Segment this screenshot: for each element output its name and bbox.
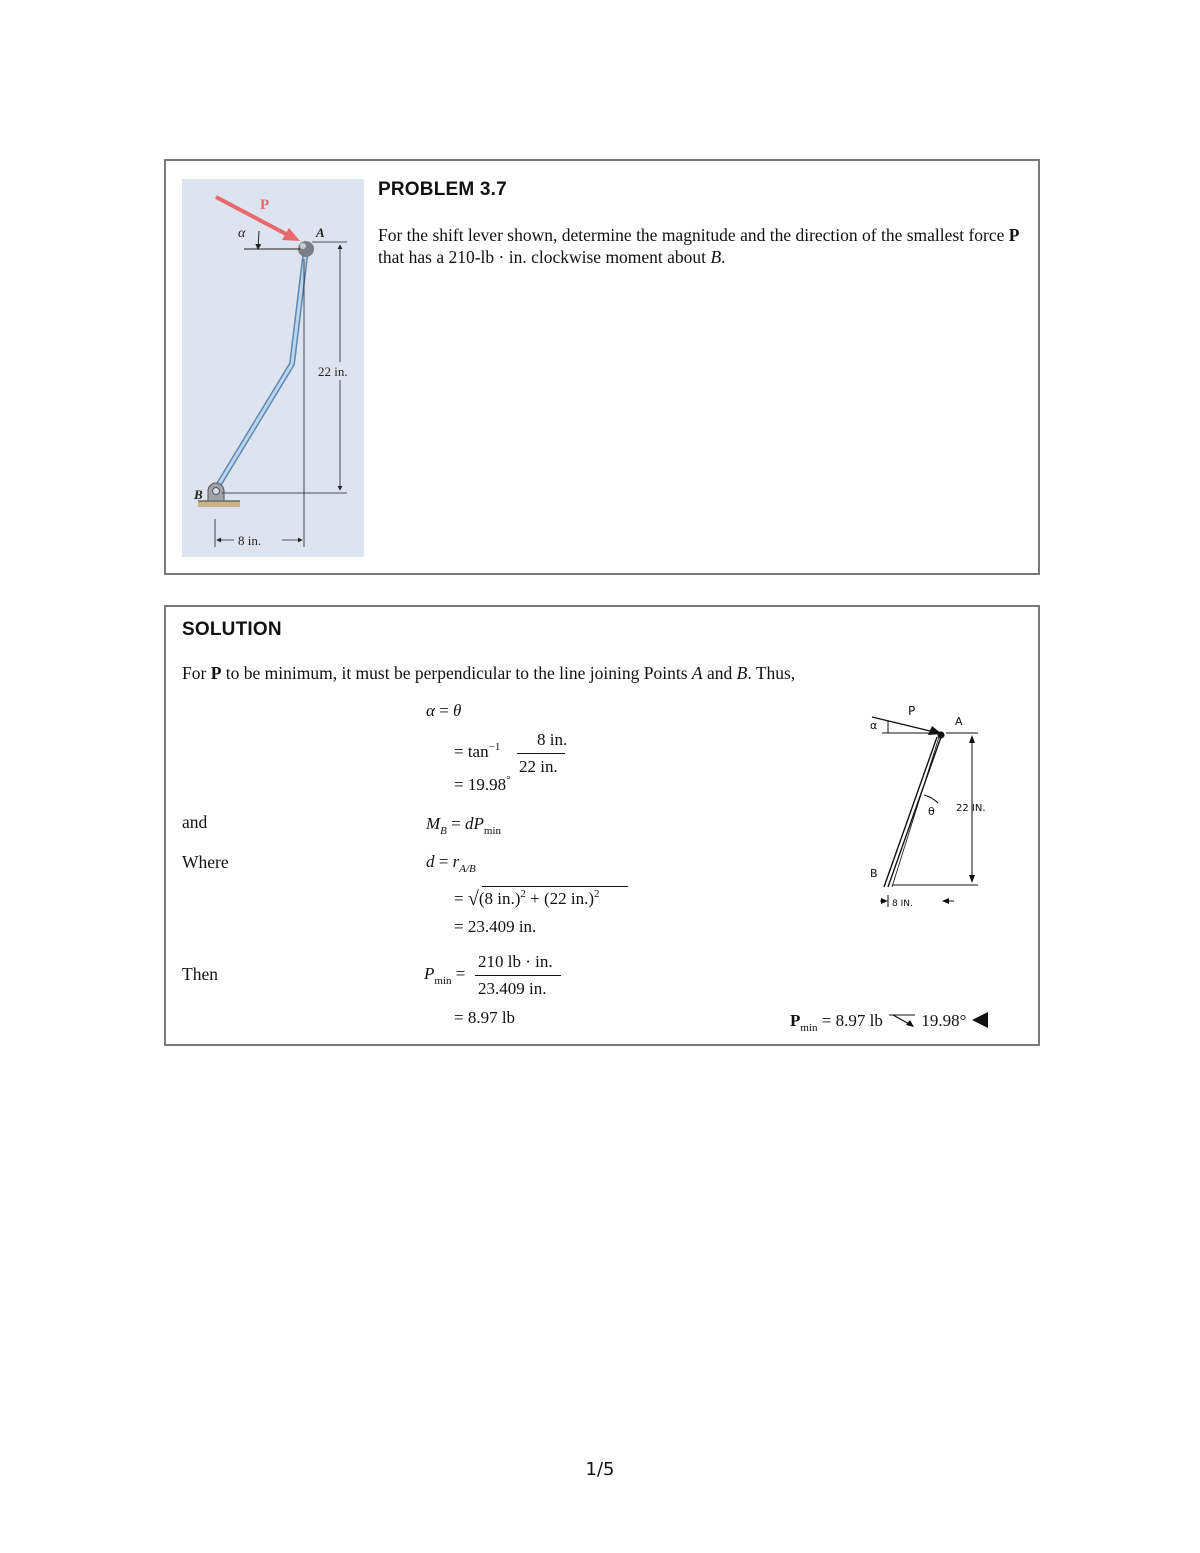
shift-lever-figure (182, 179, 364, 557)
sketch-label-a: A (955, 715, 963, 728)
figure-label-b: B (194, 487, 203, 502)
tan-equation: = $\tan^{-1}$ (454, 741, 501, 761)
solution-sketch (866, 699, 1016, 934)
sketch-label-width: 8 IN. (892, 899, 913, 909)
answer-marker-icon (971, 1011, 989, 1029)
solution-title: SOLUTION (182, 619, 282, 640)
problem-statement (378, 224, 1028, 268)
alpha-equation: α = θ (426, 701, 462, 720)
distance-result: = 23.409 in. (454, 917, 537, 936)
problem-box (164, 159, 1040, 575)
p-min-equation: $P_{min}$ = (424, 964, 466, 987)
figure-label-height: 22 in. (318, 364, 348, 379)
statement-text: . (721, 247, 726, 267)
page-number: 1/5 (585, 1459, 615, 1480)
p-numerator: 210 lb · in. (478, 952, 553, 971)
figure-label-a: A (316, 225, 325, 240)
statement-text: For the shift lever shown, determine the magnitude and the direction of the smallest force (378, 225, 1009, 245)
ground-support (198, 501, 240, 507)
solution-box (164, 605, 1040, 1046)
force-p-arrow (216, 197, 286, 234)
sqrt-bar (482, 886, 628, 887)
p-result: = 8.97 lb (454, 1008, 516, 1027)
sketch-label-alpha: α (870, 719, 878, 732)
tan-numerator: 8 in. (537, 730, 568, 749)
statement-force-p: P (1008, 225, 1020, 245)
label-and: and (182, 812, 208, 832)
p-denominator: 23.409 in. (478, 979, 547, 998)
knob-a (298, 241, 314, 257)
figure-label-width: 8 in. (238, 533, 262, 548)
sketch-label-theta: θ (928, 805, 935, 818)
sketch-label-height: 22 IN. (956, 803, 986, 814)
figure-label-p: P (260, 197, 270, 213)
sqrt-equation: = √(8 in.)$^2$ + (22 in.)$^2$ (454, 888, 600, 910)
lever-shaft (216, 249, 306, 489)
angle-result: = 19.98° (454, 774, 511, 794)
problem-title: PROBLEM 3.7 (378, 179, 507, 200)
statement-point-b: B (710, 247, 722, 267)
figure-label-alpha: α (238, 226, 246, 241)
final-answer: $P_{min} = 8.97$ lb 19.98° (790, 1008, 989, 1031)
direction-arrow-icon (887, 1012, 917, 1028)
p-fraction-bar (475, 975, 561, 976)
label-then: Then (182, 964, 218, 984)
statement-text: that has a 210-lb · in. clockwise moment about (378, 247, 711, 267)
distance-equation: $d = r_{A/B}$ (426, 852, 476, 875)
tan-fraction-bar (517, 753, 565, 754)
sketch-label-p: P (908, 704, 916, 718)
sketch-label-b: B (870, 867, 878, 880)
moment-equation: $M_B = dP_{min}$ (426, 814, 502, 837)
solution-intro: For P to be minimum, it must be perpendicular to the line joining Points A and B. Thus, (182, 663, 796, 683)
label-where: Where (182, 852, 229, 872)
tan-denominator: 22 in. (519, 757, 558, 776)
